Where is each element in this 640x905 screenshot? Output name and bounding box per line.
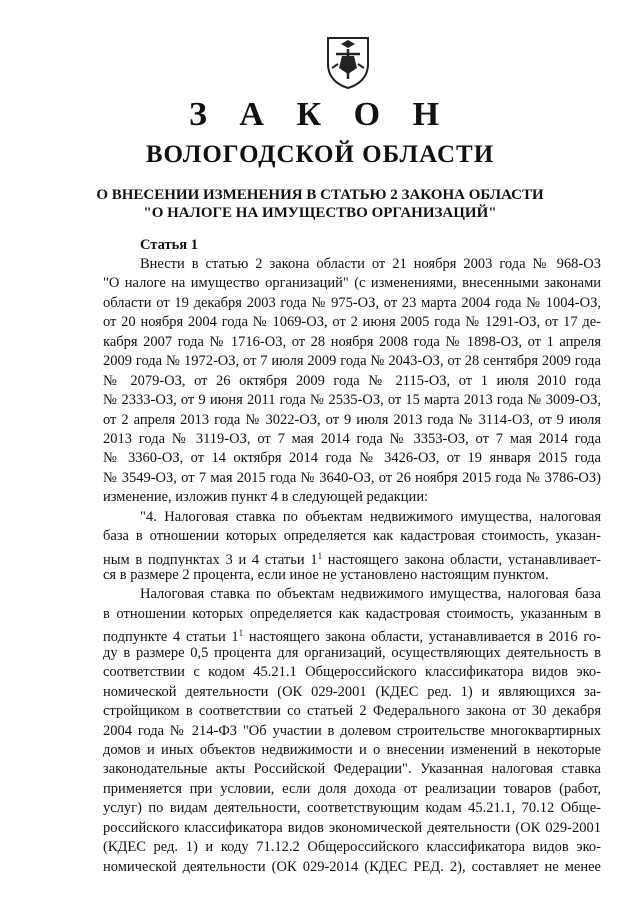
body-line: кабря 2007 года № 1716-ОЗ, от 28 ноября 2008 года № 1898-ОЗ, от 1 апреля	[103, 333, 601, 350]
body-line: база в отношении которых определяется как кадастровая стоимость, указан-	[103, 528, 601, 545]
body-line: законодательные акты Российской Федерации". Указанная налоговая ставка	[103, 761, 601, 778]
body-line: от 2 апреля 2013 года № 3022-ОЗ, от 9 июля 2013 года № 3114-ОЗ, от 9 июля	[103, 411, 601, 428]
body-line: № 3360-ОЗ, от 14 октября 2014 года № 3426-ОЗ, от 19 января 2015 года	[103, 450, 601, 467]
body-line-part: подпункте 4 статьи 1	[103, 629, 239, 644]
body-line: области от 19 декабря 2003 года № 975-ОЗ, от 23 марта 2004 года № 1004-ОЗ,	[103, 294, 601, 311]
superscript-marker: 1	[317, 550, 323, 561]
body-line: изменение, изложив пункт 4 в следующей редакции:	[103, 489, 429, 506]
body-line: ду в размере 0,5 процента для организаций, осуществляющих деятельность в	[103, 644, 601, 661]
body-line: 2009 года № 1972-ОЗ, от 7 июля 2009 года № 2043-ОЗ, от 28 сентября 2009 года	[103, 353, 601, 370]
article-body	[103, 255, 601, 877]
body-line: услуг) по видам деятельности, соответствующим кодам 45.21.1, 70.12 Обще-	[103, 800, 601, 817]
body-line: российского классификатора видов экономической деятельности (ОК 029-2001	[103, 819, 601, 836]
body-line: номической деятельности (ОК 029-2014 (КДЕС РЕД. 2), составляет не менее	[103, 858, 601, 875]
body-line: ся в размере 2 процента, если иное не установлено настоящим пунктом.	[103, 567, 549, 583]
body-line-part: ным в подпунктах 3 и 4 статьи 1	[103, 551, 318, 566]
body-line	[103, 547, 601, 566]
article-label: Статья 1	[140, 237, 198, 253]
body-line: от 20 ноября 2004 года № 1069-ОЗ, от 2 июня 2005 года № 1291-ОЗ, от 17 де-	[103, 314, 601, 331]
body-line-part: настоящего закона области, устанавливает-	[322, 551, 601, 566]
body-line: "О налоге на имущество организаций" (с изменениями, внесенными законами	[103, 275, 601, 292]
body-line: применяется при условии, если доля дохода от реализации товаров (работ,	[103, 780, 601, 797]
document-subtitle: ВОЛОГОДСКОЙ ОБЛАСТИ	[145, 141, 495, 168]
body-line: Внести в статью 2 закона области от 21 ноября 2003 года № 968-ОЗ	[140, 256, 601, 272]
body-line: Налоговая ставка по объектам недвижимого имущества, налоговая база	[140, 586, 601, 603]
body-line: в отношении которых определяется как кадастровая стоимость, указанным в	[103, 605, 601, 622]
superscript-marker: 1	[238, 628, 244, 639]
body-line: "4. Налоговая ставка по объектам недвижимого имущества, налоговая	[140, 508, 601, 525]
body-line: № 2079-ОЗ, от 26 октября 2009 года № 2115-ОЗ, от 1 июля 2010 года	[103, 372, 601, 389]
document-title: З А К О Н	[188, 96, 452, 133]
body-line: стройщиком в соответствии со статьей 2 Федерального закона от 30 декабря	[103, 703, 601, 720]
body-line: соответствии с кодом 45.21.1 Общероссийского классификатора видов эко-	[103, 664, 601, 681]
body-line: домов и иных объектов недвижимости и о внесении изменений в некоторые	[103, 741, 601, 758]
law-heading-line-1: О ВНЕСЕНИИ ИЗМЕНЕНИЯ В СТАТЬЮ 2 ЗАКОНА ОБЛАСТИ	[96, 187, 544, 203]
body-line-part: настоящего закона области, устанавливается в 2016 го-	[243, 629, 601, 644]
body-line: 2013 года № 3119-ОЗ, от 7 мая 2014 года № 3353-ОЗ, от 7 мая 2014 года	[103, 430, 601, 447]
coat-of-arms-icon	[324, 34, 372, 90]
body-line: № 2333-ОЗ, от 9 июня 2011 года № 2535-ОЗ, от 15 марта 2013 года № 3009-ОЗ,	[103, 392, 601, 409]
body-line: номической деятельности (ОК 029-2001 (КДЕС ред. 1) и являющихся за-	[103, 683, 601, 700]
body-line: 2004 года № 214-ФЗ "Об участии в долевом строительстве многоквартирных	[103, 722, 601, 739]
law-heading-line-2: "О НАЛОГЕ НА ИМУЩЕСТВО ОРГАНИЗАЦИЙ"	[143, 205, 497, 221]
body-line	[103, 624, 601, 643]
body-line: (КДЕС ред. 1) и коду 71.12.2 Общероссийского классификатора видов эко-	[103, 839, 601, 856]
body-line: № 3549-ОЗ, от 7 мая 2015 года № 3640-ОЗ, от 26 ноября 2015 года № 3786-ОЗ)	[103, 469, 601, 486]
